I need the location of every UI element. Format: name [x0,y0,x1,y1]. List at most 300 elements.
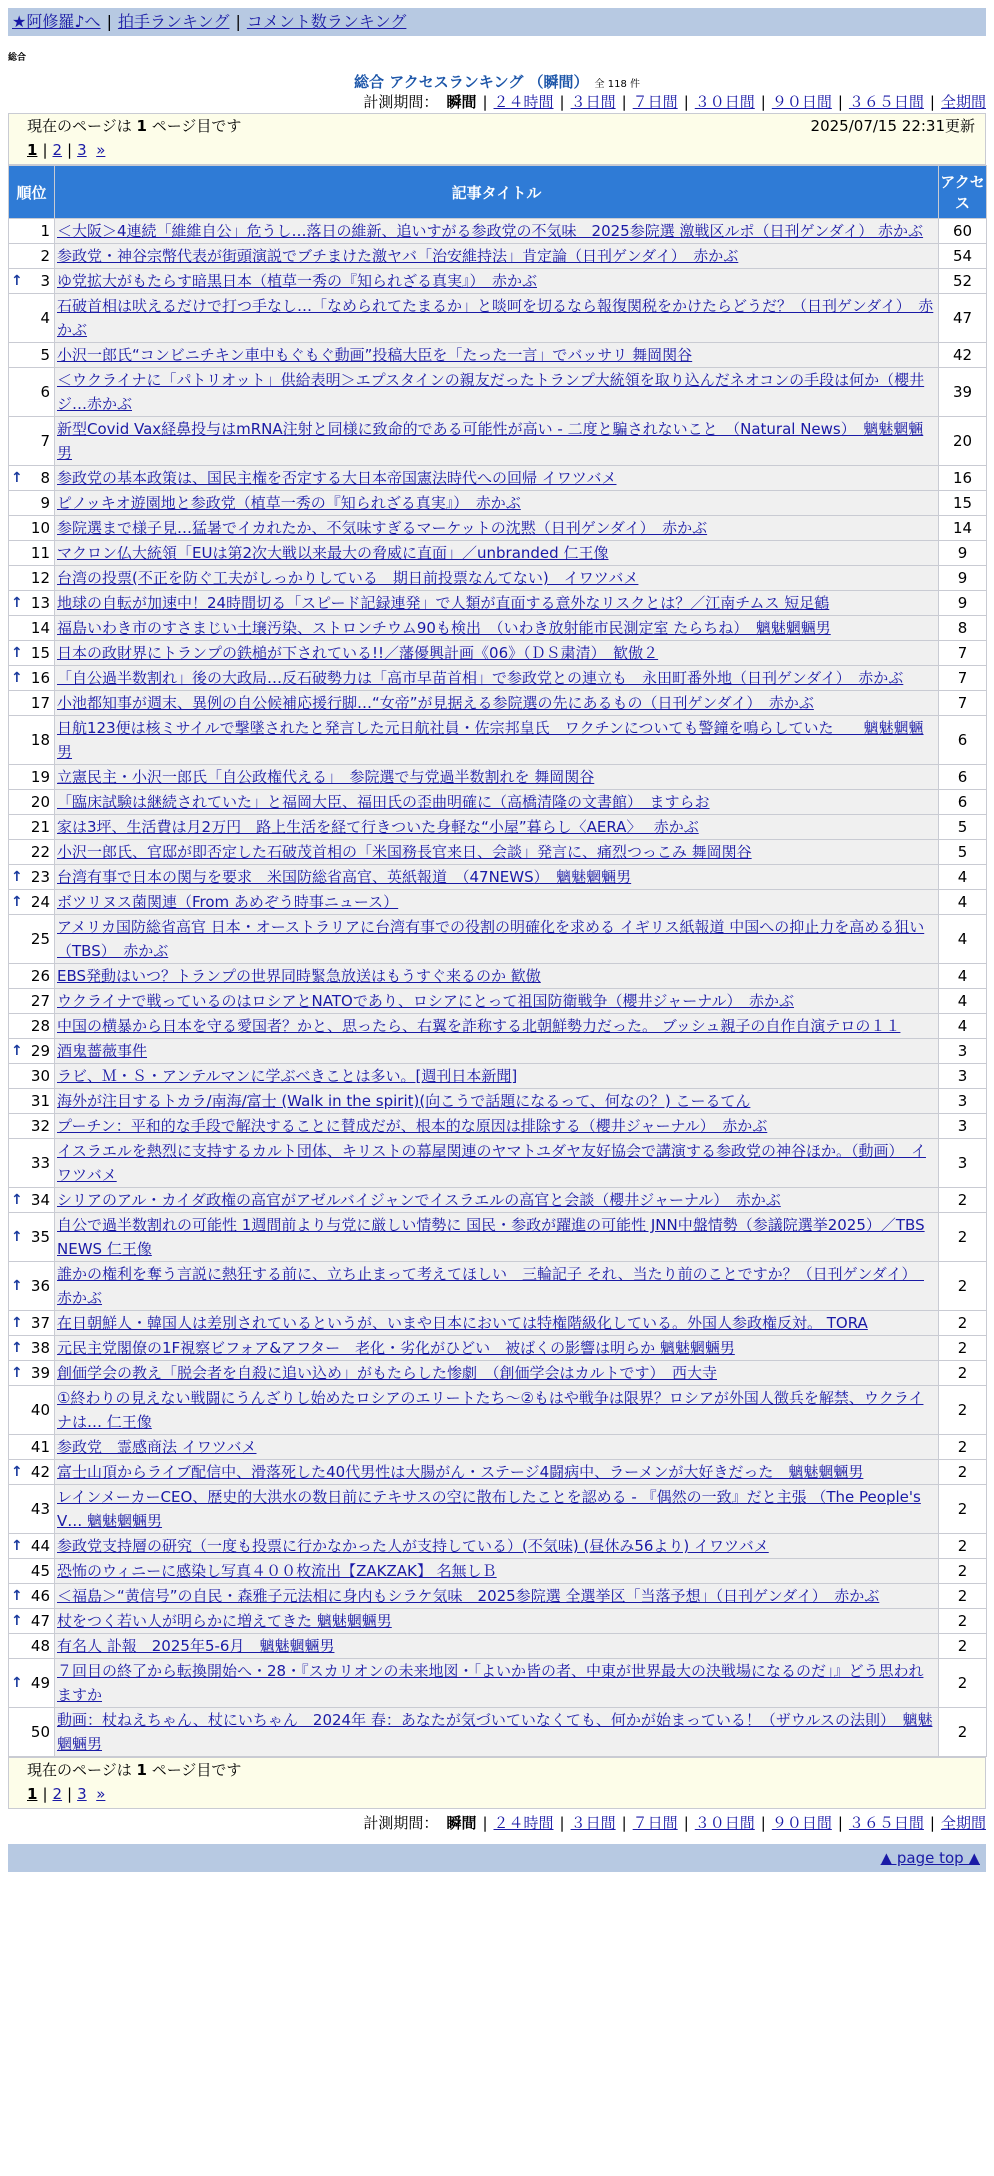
rank-cell [9,269,55,294]
table-row [9,516,987,541]
table-row [9,466,987,491]
article-link[interactable]: ＜福島＞“黄信号”の自民・森雅子元法相に身内もシラケ気味 2025参院選 全選挙区「当落予想」（日刊ゲンダイ） 赤かぶ [57,1587,880,1605]
table-row [9,865,987,890]
rank-number: 2 [40,247,50,265]
page-link[interactable]: 2 [52,1785,63,1803]
access-count: 4 [939,989,987,1014]
title-cell [55,368,939,417]
article-link[interactable]: 石破首相は吠えるだけで打つ手なし…「なめられてたまるか」と啖呵を切るなら報復関税をかけたらどうだ？（日刊ゲンダイ） 赤かぶ [57,297,934,339]
title-cell [55,541,939,566]
article-link[interactable]: 小池都知事が週末、異例の自公候補応援行脚…“女帝”が見据える参院選の先にあるもの（日刊ゲンダイ） 赤かぶ [57,694,814,712]
page-link[interactable]: 3 [77,141,87,159]
title-cell [55,1386,939,1435]
period-selector-top [8,91,986,113]
nav-separator: | [235,12,241,31]
page-top-link[interactable]: ▲ page top ▲ [880,1849,980,1867]
table-row [9,641,987,666]
title-cell [55,616,939,641]
access-count: 2 [939,1460,987,1485]
table-row [9,1659,987,1708]
page-links [27,138,975,162]
rank-cell [9,1485,55,1534]
rank-cell [9,765,55,790]
table-row [9,666,987,691]
rank-number: 46 [30,1587,50,1605]
item-count: 全 118 件 [594,79,640,90]
page-separator: | [42,141,48,159]
rank-cell [9,641,55,666]
table-row [9,790,987,815]
rank-up-arrow-icon: ↑ [11,1464,23,1480]
rank-up-arrow-icon: ↑ [11,645,23,661]
rank-number: 14 [30,619,50,637]
rank-number: 44 [30,1537,50,1555]
article-link[interactable]: レインメーカーCEO、歴史的大洪水の数日前にテキサスの空に散布したことを認める - 『偶然の一致』だと主張 （The People's V… 魑魅魍魎男 [57,1488,921,1530]
article-link[interactable]: 新型Covid Vax経鼻投与はmRNA注射と同様に致命的である可能性が高い - 二度と騙されないこと （Natural News） 魑魅魍魎男 [57,420,924,462]
rank-number: 24 [30,893,50,911]
rank-cell [9,1435,55,1460]
period-link[interactable]: 全期間 [940,93,986,111]
rank-cell [9,815,55,840]
period-separator: | [559,93,565,111]
table-row [9,1460,987,1485]
article-link[interactable]: 富士山頂からライブ配信中、滑落死した40代男性は大腸がん・ステージ4闘病中、ラーメンが大好きだった 魑魅魍魎男 [57,1463,864,1481]
period-separator: | [621,93,627,111]
table-row [9,591,987,616]
article-link[interactable]: EBS発動はいつ？トランプの世界同時緊急放送はもうすぐ来るのか 歓傲 [57,967,541,985]
title-cell [55,343,939,368]
rank-cell [9,417,55,466]
title-cell [55,1708,939,1757]
table-row [9,1534,987,1559]
title-cell [55,641,939,666]
rank-number: 16 [30,669,50,687]
footer-bar [8,1844,986,1872]
access-count: 3 [939,1114,987,1139]
rank-up-arrow-icon: ↑ [11,1538,23,1554]
access-count: 5 [939,815,987,840]
title-cell [55,466,939,491]
article-link[interactable]: 杖をつく若い人が明らかに増えてきた 魑魅魍魎男 [57,1612,392,1630]
page-link[interactable]: 2 [52,141,63,159]
period-link[interactable]: ９０日間 [771,93,832,111]
rank-cell [9,294,55,343]
rank-number: 27 [30,992,50,1010]
access-count: 2 [939,1708,987,1757]
title-cell [55,989,939,1014]
nav-separator: | [106,12,112,31]
rank-up-arrow-icon: ↑ [11,1588,23,1604]
period-link[interactable]: ７日間 [632,1814,678,1832]
access-count: 6 [939,765,987,790]
article-link[interactable]: 参政党支持層の研究（一度も投票に行かなかった人が支持している）(不気味) (昼休み56より) イワツバメ [57,1537,769,1555]
table-row [9,1311,987,1336]
title-cell [55,491,939,516]
article-link[interactable]: 小沢一郎氏“コンビニチキン車中もぐもぐ動画”投稿大臣を「たった一言」でバッサリ 舞岡関谷 [57,346,693,364]
table-row [9,1336,987,1361]
title-cell [55,1336,939,1361]
period-link[interactable]: ７日間 [632,93,678,111]
period-link[interactable]: ３日間 [570,1814,616,1832]
access-count: 2 [939,1584,987,1609]
rank-up-arrow-icon: ↑ [11,1315,23,1331]
rank-cell [9,1039,55,1064]
rank-cell [9,1559,55,1584]
title-cell [55,1361,939,1386]
rank-cell [9,516,55,541]
access-count: 4 [939,915,987,964]
article-link[interactable]: 恐怖のウィニーに感染し写真４００枚流出【ZAKZAK】 名無しＢ [57,1562,497,1580]
article-link[interactable]: ウクライナで戦っているのはロシアとNATOであり、ロシアにとって祖国防衛戦争（櫻井ジャーナル） 赤かぶ [57,992,794,1010]
rank-up-arrow-icon: ↑ [11,1613,23,1629]
access-count: 15 [939,491,987,516]
comment-ranking-link[interactable]: コメント数ランキング [246,12,407,31]
access-count: 2 [939,1262,987,1311]
access-count: 2 [939,1311,987,1336]
article-link[interactable]: 地球の自転が加速中！24時間切る「スピード記録連発」で人類が直面する意外なリスクとは？／江南チムス 短足鶴 [57,594,830,612]
period-separator: | [482,1814,488,1832]
rank-cell [9,491,55,516]
rank-cell [9,1311,55,1336]
title-cell [55,294,939,343]
article-link[interactable]: 「自公過半数割れ」後の大政局…反石破勢力は「高市早苗首相」で参政党との連立も 永田町番外地（日刊ゲンダイ） 赤かぶ [57,669,904,687]
rank-cell [9,219,55,244]
title-cell [55,1485,939,1534]
pager-bottom [8,1757,986,1809]
period-link[interactable]: ３６５日間 [848,1814,924,1832]
rank-number: 47 [30,1612,50,1630]
rank-cell [9,964,55,989]
table-row [9,1634,987,1659]
title-cell [55,964,939,989]
rank-cell [9,1460,55,1485]
rank-cell [9,1014,55,1039]
access-count: 2 [939,1213,987,1262]
rank-number: 48 [30,1637,50,1655]
article-link[interactable]: 海外が注目するトカラ/南海/富士 (Walk in the spirit)(向こうで話題になるって、何なの？) こーるてん [57,1092,751,1110]
rank-number: 26 [30,967,50,985]
access-count: 2 [939,1559,987,1584]
title-cell [55,716,939,765]
article-link[interactable]: 「臨床試験は継続されていた」と福岡大臣、福田氏の歪曲明確に（高橋清隆の文書館） ますらお [57,793,710,811]
article-link[interactable]: 有名人 訃報 2025年5-6月 魑魅魍魎男 [57,1637,335,1655]
rank-up-arrow-icon: ↑ [11,894,23,910]
rank-number: 50 [30,1723,50,1741]
period-link[interactable]: ２４時間 [493,93,554,111]
article-link[interactable]: 創価学会の教え「脱会者を自殺に追い込め」がもたらした惨劇 （創価学会はカルトです） 西大寺 [57,1364,718,1382]
table-row [9,294,987,343]
title-cell [55,1064,939,1089]
title-cell [55,417,939,466]
article-link[interactable]: シリアのアル・カイダ政権の高官がアゼルバイジャンでイスラエルの高官と会談（櫻井ジャーナル） 赤かぶ [57,1191,781,1209]
page-status: 現在のページは 1 ページ目です [27,117,242,135]
title-cell [55,1634,939,1659]
title-cell [55,1609,939,1634]
table-row [9,1139,987,1188]
rank-cell [9,591,55,616]
period-separator: | [683,1814,689,1832]
title-cell [55,1435,939,1460]
rank-up-arrow-icon: ↑ [11,1675,23,1691]
article-link[interactable]: 自公で過半数割れの可能性 1週間前より与党に厳しい情勢に 国民・参政が躍進の可能性 JNN中盤情勢（参議院選挙2025）／TBS NEWS 仁王像 [57,1216,925,1258]
period-separator: | [837,93,843,111]
title-cell [55,790,939,815]
article-link[interactable]: プーチン：平和的な手段で解決することに賛成だが、根本的な原因は排除する（櫻井ジャーナル） 赤かぶ [57,1117,768,1135]
rank-number: 34 [30,1191,50,1209]
access-count: 42 [939,343,987,368]
period-separator: | [929,1814,935,1832]
table-row [9,1435,987,1460]
article-link[interactable]: 台湾有事で日本の関与を要求 米国防総省高官、英紙報道 （47NEWS） 魑魅魍魎男 [57,868,632,886]
rank-number: 37 [30,1314,50,1332]
table-row [9,417,987,466]
rank-number: 40 [30,1401,50,1419]
article-link[interactable]: 在日朝鮮人・韓国人は差別されているというが、いまや日本においては特権階級化している。外国人参政権反対。 TORA [57,1314,868,1332]
table-row [9,1485,987,1534]
table-row [9,1014,987,1039]
article-link[interactable]: 元民主党閣僚の1F視察ビフォア&アフター 老化・劣化がひどい 被ばくの影響は明らか 魑魅魍魎男 [57,1339,735,1357]
table-row [9,840,987,865]
period-selector-bottom [8,1812,986,1834]
title-cell [55,1039,939,1064]
rank-cell [9,566,55,591]
clap-ranking-link[interactable]: 拍手ランキング [117,12,230,31]
article-link[interactable]: 参院選まで様子見…猛暑でイカれたか、不気味すぎるマーケットの沈黙（日刊ゲンダイ） 赤かぶ [57,519,708,537]
article-link[interactable]: アメリカ国防総省高官 日本・オーストラリアに台湾有事での役割の明確化を求める イギリス紙報道 中国への抑止力を高める狙い（TBS） 赤かぶ [57,918,925,960]
table-row [9,890,987,915]
access-count: 8 [939,616,987,641]
table-row [9,1361,987,1386]
article-link[interactable]: 中国の横暴から日本を守る愛国者？かと、思ったら、右翼を詐称する北朝鮮勢力だった。 ブッシュ親子の自作自演テロの１１ [57,1017,901,1035]
rank-number: 19 [30,768,50,786]
period-link[interactable]: ２４時間 [493,1814,554,1832]
page-separator: | [67,1785,73,1803]
rank-up-arrow-icon: ↑ [11,1229,23,1245]
title-cell [55,1114,939,1139]
period-link[interactable]: 全期間 [940,1814,986,1832]
rank-number: 23 [30,868,50,886]
access-count: 4 [939,865,987,890]
table-row [9,566,987,591]
table-row [9,1559,987,1584]
period-separator: | [760,1814,766,1832]
period-link[interactable]: ３０日間 [694,93,755,111]
rank-cell [9,1114,55,1139]
article-link[interactable]: ＜大阪＞4連続「維維自公」危うし…落日の維新、追いすがる参政党の不気味 2025参院選 激戦区ルポ（日刊ゲンダイ） 赤かぶ [57,222,924,240]
title-cell [55,1460,939,1485]
rank-cell [9,691,55,716]
rank-number: 36 [30,1277,50,1295]
rank-number: 32 [30,1117,50,1135]
title-cell [55,890,939,915]
article-link[interactable]: ラビ、Ｍ・Ｓ・アンテルマンに学ぶべきことは多い。[週刊日本新聞] [57,1067,518,1085]
article-link[interactable]: ①終わりの見えない戦闘にうんざりし始めたロシアのエリートたち～②もはや戦争は限界？ロシアが外国人徴兵を解禁、ウクライナは… 仁王像 [57,1389,924,1431]
table-row [9,1089,987,1114]
article-link[interactable]: ゆ党拡大がもたらす暗黒日本（植草一秀の『知られざる真実』） 赤かぶ [57,272,538,290]
next-page-link[interactable]: » [96,1785,106,1803]
rank-number: 33 [30,1154,50,1172]
article-link[interactable]: 立憲民主・小沢一郎氏「自公政権代える」 参院選で与党過半数割れを 舞岡関谷 [57,768,595,786]
article-link[interactable]: 酒鬼薔薇事件 [57,1042,148,1060]
access-count: 3 [939,1064,987,1089]
rank-number: 7 [40,432,50,450]
title-cell [55,915,939,964]
table-row [9,691,987,716]
access-count: 2 [939,1609,987,1634]
rank-number: 29 [30,1042,50,1060]
access-count: 7 [939,641,987,666]
rank-number: 20 [30,793,50,811]
access-count: 3 [939,1139,987,1188]
rank-cell [9,716,55,765]
rank-up-arrow-icon: ↑ [11,1278,23,1294]
title-cell [55,1311,939,1336]
rank-number: 3 [40,272,50,290]
rank-up-arrow-icon: ↑ [11,1340,23,1356]
article-link[interactable]: マクロン仏大統領「EUは第2次大戦以来最大の脅威に直面」／unbranded 仁王像 [57,544,609,562]
rank-number: 13 [30,594,50,612]
access-count: 3 [939,1039,987,1064]
period-separator: | [621,1814,627,1832]
rank-cell [9,1089,55,1114]
rank-cell [9,1361,55,1386]
rank-number: 4 [40,309,50,327]
access-count: 9 [939,541,987,566]
title-cell [55,244,939,269]
rank-up-arrow-icon: ↑ [11,273,23,289]
rank-cell [9,616,55,641]
rank-number: 10 [30,519,50,537]
page-title: 総合 アクセスランキング （瞬間） [354,73,589,91]
page-current: 1 [27,1785,38,1803]
access-count: 3 [939,1089,987,1114]
table-header-row [9,166,987,219]
rank-cell [9,840,55,865]
access-count: 2 [939,1634,987,1659]
access-count: 9 [939,566,987,591]
rank-up-arrow-icon: ↑ [11,1365,23,1381]
period-separator: | [837,1814,843,1832]
rank-number: 35 [30,1228,50,1246]
table-row [9,1584,987,1609]
access-count: 4 [939,964,987,989]
rank-cell [9,1064,55,1089]
period-separator: | [760,93,766,111]
rank-up-arrow-icon: ↑ [11,595,23,611]
title-cell [55,865,939,890]
period-link[interactable]: ９０日間 [771,1814,832,1832]
rank-cell [9,541,55,566]
rank-cell [9,1534,55,1559]
access-count: 6 [939,716,987,765]
rank-number: 15 [30,644,50,662]
title-cell [55,1534,939,1559]
article-link[interactable]: 小沢一郎氏、官邸が即否定した石破茂首相の「米国務長官来日、会談」発言に、痛烈つっこみ 舞岡関谷 [57,843,752,861]
page-separator: | [42,1785,48,1803]
title-cell [55,1559,939,1584]
title-cell [55,1262,939,1311]
page-current: 1 [27,141,38,159]
rank-up-arrow-icon: ↑ [11,869,23,885]
rank-number: 8 [40,469,50,487]
article-link[interactable]: 家は3坪、生活費は月2万円 路上生活を経て行きついた身軽な“小屋”暮らし〈AERA〉 赤かぶ [57,818,699,836]
access-count: 2 [939,1485,987,1534]
article-link[interactable]: 誰かの権利を奪う言説に熱狂する前に、立ち止まって考えてほしい 三輪記子 それ、当たり前のことですか？（日刊ゲンダイ） 赤かぶ [57,1265,924,1307]
table-row [9,616,987,641]
period-link[interactable]: ３日間 [570,93,616,111]
article-link[interactable]: 参政党・神谷宗幣代表が街頭演説でブチまけた激ヤバ「治安維持法」肯定論（日刊ゲンダイ） 赤かぶ [57,247,739,265]
title-cell [55,765,939,790]
article-link[interactable]: 日本の政財界にトランプの鉄槌が下されている!!／藩優興計画《06》（ＤＳ粛清） 歓傲２ [57,644,659,662]
page-link[interactable]: 3 [77,1785,87,1803]
article-link[interactable]: 参政党 霊感商法 イワツバメ [57,1438,257,1456]
article-link[interactable]: 日航123便は核ミサイルで撃墜されたと発言した元日航社員・佐宗邦皇氏 ワクチンについても警鐘を鳴らしていた 魑魅魍魎男 [57,719,924,761]
header-rank: 順位 [9,166,55,219]
title-cell [55,840,939,865]
period-link[interactable]: ３６５日間 [848,93,924,111]
header-count: アクセス [939,166,987,219]
rank-cell [9,1139,55,1188]
table-row [9,1213,987,1262]
page-links [27,1782,975,1806]
article-link[interactable]: ＜ウクライナに「パトリオット」供給表明＞エプスタインの親友だったトランプ大統領を取り込んだネオコンの手段は何か（櫻井ジ…赤かぶ [57,371,925,413]
title-cell [55,815,939,840]
period-label: 計測期間： [363,93,439,111]
table-row [9,815,987,840]
rank-number: 41 [30,1438,50,1456]
rank-cell [9,1659,55,1708]
article-link[interactable]: ピノッキオ遊園地と参政党（植草一秀の『知られざる真実』） 赤かぶ [57,494,521,512]
title-cell [55,666,939,691]
title-cell [55,1188,939,1213]
period-label: 計測期間： [363,1814,439,1832]
table-row [9,491,987,516]
table-row [9,765,987,790]
access-count: 16 [939,466,987,491]
access-count: 2 [939,1534,987,1559]
rank-up-arrow-icon: ↑ [11,1043,23,1059]
access-count: 9 [939,591,987,616]
article-link[interactable]: ７回目の終了から転換開始へ・28・『スカリオンの未来地図・「よいか皆の者、中東が世界最大の決戦場になるのだ」』どう思われますか [57,1662,924,1704]
article-link[interactable]: 台湾の投票(不正を防ぐ工夫がしっかりしている 期日前投票なんてない) イワツバメ [57,569,639,587]
home-link[interactable]: ★阿修羅♪へ [12,12,101,31]
rank-number: 17 [30,694,50,712]
access-count: 4 [939,1014,987,1039]
rank-number: 28 [30,1017,50,1035]
rank-number: 5 [40,346,50,364]
title-cell [55,1014,939,1039]
page-status: 現在のページは 1 ページ目です [27,1761,242,1779]
article-link[interactable]: ボツリヌス菌関連（From あめぞう時事ニュース） [57,893,399,911]
article-link[interactable]: 参政党の基本政策は、国民主権を否定する大日本帝国憲法時代への回帰 イワツバメ [57,469,617,487]
access-count: 7 [939,691,987,716]
article-link[interactable]: 福島いわき市のすさまじい土壌汚染、ストロンチウム90も検出 （いわき放射能市民測定室 たらちね） 魑魅魍魎男 [57,619,831,637]
title-cell [55,691,939,716]
title-cell [55,269,939,294]
period-separator: | [559,1814,565,1832]
access-count: 2 [939,1435,987,1460]
next-page-link[interactable]: » [96,141,106,159]
rank-cell [9,790,55,815]
title-cell [55,591,939,616]
article-link[interactable]: 動画：杖ねえちゃん、杖にいちゃん 2024年 春：あなたが気づいていなくても、何かが始まっている！（ザウルスの法則） 魑魅魍魎男 [57,1711,933,1753]
updated-timestamp: 2025/07/15 22:31更新 [810,117,975,135]
rank-up-arrow-icon: ↑ [11,1192,23,1208]
rank-cell [9,1609,55,1634]
period-link[interactable]: ３０日間 [694,1814,755,1832]
rank-cell [9,368,55,417]
article-link[interactable]: イスラエルを熱烈に支持するカルト団体、キリストの幕屋関連のヤマトユダヤ友好協会で講演する参政党の神谷ほか。（動画） イワツバメ [57,1142,926,1184]
